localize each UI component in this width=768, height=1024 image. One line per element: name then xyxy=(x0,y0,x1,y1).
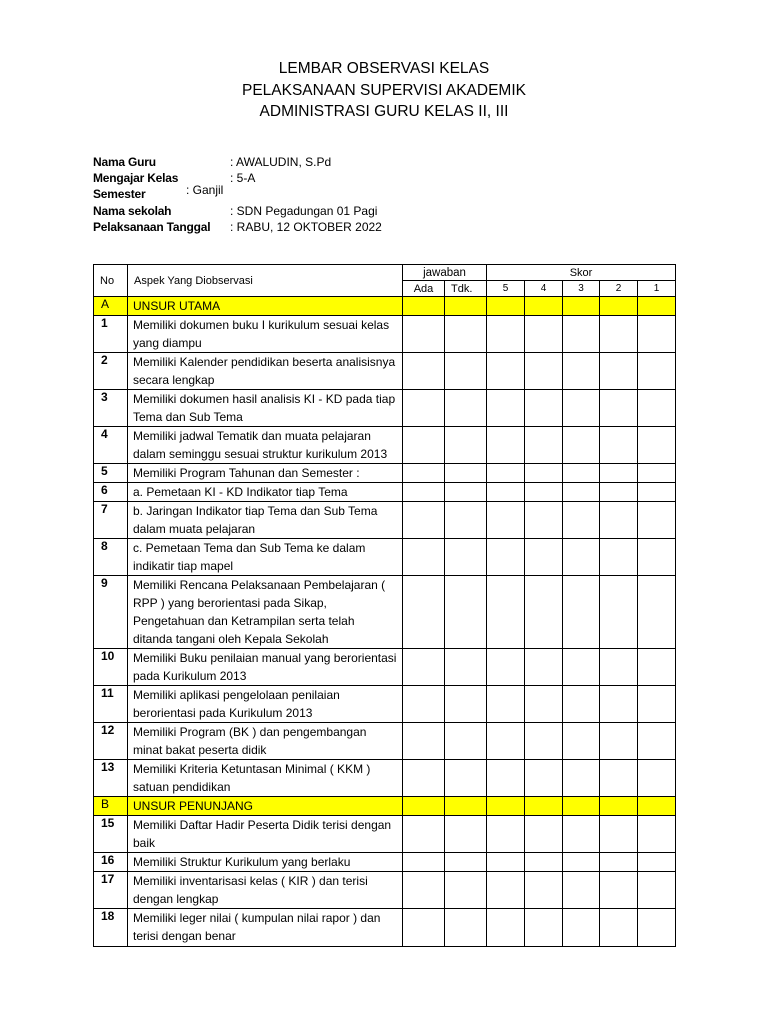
tdk-cell[interactable] xyxy=(445,797,487,816)
score-4-cell[interactable] xyxy=(525,797,563,816)
score-1-cell[interactable] xyxy=(638,483,676,502)
tdk-cell[interactable] xyxy=(445,576,487,649)
score-5-cell[interactable] xyxy=(487,760,525,797)
score-2-cell[interactable] xyxy=(600,853,638,872)
observation-table xyxy=(93,264,676,947)
aspect-text: Memiliki Rencana Pelaksanaan Pembelajaran ( RPP ) yang berorientasi pada Sikap, Pengetahuan dan Ketrampilan serta telah ditanda tangani oleh Kepala Sekolah xyxy=(128,576,403,649)
row-number: 10 xyxy=(94,649,128,686)
section-row xyxy=(94,297,676,316)
table-row xyxy=(94,853,676,872)
table-row xyxy=(94,353,676,390)
tdk-cell[interactable] xyxy=(445,686,487,723)
ada-cell[interactable] xyxy=(403,483,445,502)
row-number: 16 xyxy=(94,853,128,872)
table-row xyxy=(94,483,676,502)
score-4-cell[interactable] xyxy=(525,316,563,353)
score-2-cell[interactable] xyxy=(600,464,638,483)
score-5-cell[interactable] xyxy=(487,872,525,909)
score-3-cell[interactable] xyxy=(563,853,600,872)
score-2-cell[interactable] xyxy=(600,872,638,909)
aspect-text: Memiliki Program Tahunan dan Semester : xyxy=(128,464,403,483)
table-row xyxy=(94,686,676,723)
score-5-cell[interactable] xyxy=(487,297,525,316)
row-number: 9 xyxy=(94,576,128,649)
score-5-cell[interactable] xyxy=(487,390,525,427)
score-5-cell[interactable] xyxy=(487,502,525,539)
score-5-cell[interactable] xyxy=(487,353,525,390)
ada-cell[interactable] xyxy=(403,723,445,760)
score-3-cell[interactable] xyxy=(563,464,600,483)
aspect-text: Memiliki inventarisasi kelas ( KIR ) dan terisi dengan lengkap xyxy=(128,872,403,909)
title-line-2: PELAKSANAAN SUPERVISI AKADEMIK xyxy=(242,81,526,99)
tdk-cell[interactable] xyxy=(445,390,487,427)
score-1-cell[interactable] xyxy=(638,723,676,760)
score-1-cell[interactable] xyxy=(638,649,676,686)
score-4-cell[interactable] xyxy=(525,853,563,872)
title-line-1: LEMBAR OBSERVASI KELAS xyxy=(278,60,490,77)
tdk-cell[interactable] xyxy=(445,816,487,853)
info-value: : SDN Pegadungan 01 Pagi xyxy=(230,203,378,218)
header-score-4: 4 xyxy=(525,281,563,297)
row-number: 6 xyxy=(94,483,128,502)
score-3-cell[interactable] xyxy=(563,297,600,316)
tdk-cell[interactable] xyxy=(445,539,487,576)
ada-cell[interactable] xyxy=(403,427,445,464)
score-1-cell[interactable] xyxy=(638,297,676,316)
tdk-cell[interactable] xyxy=(445,649,487,686)
score-4-cell[interactable] xyxy=(525,427,563,464)
score-4-cell[interactable] xyxy=(525,816,563,853)
score-4-cell[interactable] xyxy=(525,576,563,649)
table-row xyxy=(94,390,676,427)
header-score-1: 1 xyxy=(638,281,676,297)
score-5-cell[interactable] xyxy=(487,539,525,576)
score-3-cell[interactable] xyxy=(563,872,600,909)
score-4-cell[interactable] xyxy=(525,464,563,483)
tdk-cell[interactable] xyxy=(445,316,487,353)
score-5-cell[interactable] xyxy=(487,686,525,723)
ada-cell[interactable] xyxy=(403,853,445,872)
tdk-cell[interactable] xyxy=(445,760,487,797)
section-title: UNSUR PENUNJANG xyxy=(128,797,403,816)
table-row xyxy=(94,909,676,947)
score-4-cell[interactable] xyxy=(525,502,563,539)
score-1-cell[interactable] xyxy=(638,853,676,872)
score-2-cell[interactable] xyxy=(600,816,638,853)
header-score-5: 5 xyxy=(487,281,525,297)
table-row xyxy=(94,427,676,464)
ada-cell[interactable] xyxy=(403,316,445,353)
score-1-cell[interactable] xyxy=(638,872,676,909)
score-3-cell[interactable] xyxy=(563,427,600,464)
info-value: : RABU, 12 OKTOBER 2022 xyxy=(230,219,382,234)
info-label: Nama Guru xyxy=(93,155,156,169)
score-2-cell[interactable] xyxy=(600,909,638,947)
table-row xyxy=(94,316,676,353)
header-score-3: 3 xyxy=(563,281,600,297)
score-1-cell[interactable] xyxy=(638,390,676,427)
tdk-cell[interactable] xyxy=(445,427,487,464)
score-1-cell[interactable] xyxy=(638,502,676,539)
table-row xyxy=(94,760,676,797)
score-5-cell[interactable] xyxy=(487,816,525,853)
score-3-cell[interactable] xyxy=(563,539,600,576)
score-1-cell[interactable] xyxy=(638,909,676,947)
row-number: 5 xyxy=(94,464,128,483)
score-3-cell[interactable] xyxy=(563,576,600,649)
ada-cell[interactable] xyxy=(403,760,445,797)
tdk-cell[interactable] xyxy=(445,909,487,947)
score-5-cell[interactable] xyxy=(487,316,525,353)
tdk-cell[interactable] xyxy=(445,872,487,909)
score-2-cell[interactable] xyxy=(600,297,638,316)
aspect-text: Memiliki jadwal Tematik dan muata pelajaran dalam seminggu sesuai struktur kurikulum 2013 xyxy=(128,427,403,464)
ada-cell[interactable] xyxy=(403,539,445,576)
score-2-cell[interactable] xyxy=(600,760,638,797)
score-2-cell[interactable] xyxy=(600,723,638,760)
ada-cell[interactable] xyxy=(403,797,445,816)
score-3-cell[interactable] xyxy=(563,649,600,686)
row-number: 7 xyxy=(94,502,128,539)
score-3-cell[interactable] xyxy=(563,686,600,723)
aspect-text: a. Pemetaan KI - KD Indikator tiap Tema xyxy=(128,483,403,502)
table-row xyxy=(94,464,676,483)
tdk-cell[interactable] xyxy=(445,353,487,390)
header-no: No xyxy=(94,265,128,297)
table-row xyxy=(94,872,676,909)
tdk-cell[interactable] xyxy=(445,502,487,539)
aspect-text: Memiliki dokumen buku I kurikulum sesuai kelas yang diampu xyxy=(128,316,403,353)
score-2-cell[interactable] xyxy=(600,483,638,502)
aspect-text: Memiliki Kriteria Ketuntasan Minimal ( KKM ) satuan pendidikan xyxy=(128,760,403,797)
document-titles xyxy=(0,58,768,123)
score-4-cell[interactable] xyxy=(525,760,563,797)
score-5-cell[interactable] xyxy=(487,797,525,816)
header-score-2: 2 xyxy=(600,281,638,297)
row-number: 11 xyxy=(94,686,128,723)
score-1-cell[interactable] xyxy=(638,797,676,816)
tdk-cell[interactable] xyxy=(445,853,487,872)
info-label: Pelaksanaan Tanggal xyxy=(93,219,211,234)
ada-cell[interactable] xyxy=(403,576,445,649)
header-ada: Ada xyxy=(403,281,445,297)
score-2-cell[interactable] xyxy=(600,390,638,427)
aspect-text: b. Jaringan Indikator tiap Tema dan Sub Tema dalam muata pelajaran xyxy=(128,502,403,539)
row-number: 8 xyxy=(94,539,128,576)
score-5-cell[interactable] xyxy=(487,464,525,483)
aspect-text: Memiliki Struktur Kurikulum yang berlaku xyxy=(128,853,403,872)
ada-cell[interactable] xyxy=(403,872,445,909)
ada-cell[interactable] xyxy=(403,297,445,316)
info-label: Nama sekolah xyxy=(93,203,172,218)
info-value: : AWALUDIN, S.Pd xyxy=(230,155,332,169)
row-number: 13 xyxy=(94,760,128,797)
ada-cell[interactable] xyxy=(403,502,445,539)
aspect-text: Memiliki aplikasi pengelolaan penilaian berorientasi pada Kurikulum 2013 xyxy=(128,686,403,723)
row-number: 3 xyxy=(94,390,128,427)
score-4-cell[interactable] xyxy=(525,909,563,947)
info-value: : Ganjil xyxy=(186,183,224,198)
aspect-text: Memiliki leger nilai ( kumpulan nilai rapor ) dan terisi dengan benar xyxy=(128,909,403,947)
row-number: 15 xyxy=(94,816,128,853)
aspect-text: Memiliki Kalender pendidikan beserta analisisnya secara lengkap xyxy=(128,353,403,390)
tdk-cell[interactable] xyxy=(445,464,487,483)
ada-cell[interactable] xyxy=(403,686,445,723)
table-row xyxy=(94,649,676,686)
score-2-cell[interactable] xyxy=(600,427,638,464)
score-4-cell[interactable] xyxy=(525,353,563,390)
aspect-text: Memiliki Daftar Hadir Peserta Didik terisi dengan baik xyxy=(128,816,403,853)
score-1-cell[interactable] xyxy=(638,539,676,576)
score-1-cell[interactable] xyxy=(638,464,676,483)
info-label: Semester xyxy=(93,187,146,202)
row-number: 17 xyxy=(94,872,128,909)
score-4-cell[interactable] xyxy=(525,723,563,760)
score-1-cell[interactable] xyxy=(638,353,676,390)
score-5-cell[interactable] xyxy=(487,723,525,760)
row-number: A xyxy=(94,297,128,316)
table-row xyxy=(94,502,676,539)
row-number: B xyxy=(94,797,128,816)
row-number: 4 xyxy=(94,427,128,464)
aspect-text: Memiliki dokumen hasil analisis KI - KD pada tiap Tema dan Sub Tema xyxy=(128,390,403,427)
score-4-cell[interactable] xyxy=(525,539,563,576)
info-label: Mengajar Kelas xyxy=(93,171,179,186)
aspect-text: Memiliki Buku penilaian manual yang berorientasi pada Kurikulum 2013 xyxy=(128,649,403,686)
ada-cell[interactable] xyxy=(403,353,445,390)
table-row xyxy=(94,576,676,649)
score-5-cell[interactable] xyxy=(487,576,525,649)
score-4-cell[interactable] xyxy=(525,297,563,316)
row-number: 18 xyxy=(94,909,128,947)
title-line-3: ADMINISTRASI GURU KELAS II, III xyxy=(259,103,509,120)
score-1-cell[interactable] xyxy=(638,816,676,853)
score-5-cell[interactable] xyxy=(487,909,525,947)
score-2-cell[interactable] xyxy=(600,797,638,816)
score-2-cell[interactable] xyxy=(600,316,638,353)
score-1-cell[interactable] xyxy=(638,576,676,649)
score-3-cell[interactable] xyxy=(563,390,600,427)
table-row xyxy=(94,723,676,760)
ada-cell[interactable] xyxy=(403,909,445,947)
score-3-cell[interactable] xyxy=(563,909,600,947)
header-skor: Skor xyxy=(487,265,676,281)
score-5-cell[interactable] xyxy=(487,427,525,464)
score-3-cell[interactable] xyxy=(563,797,600,816)
score-3-cell[interactable] xyxy=(563,760,600,797)
header-tdk: Tdk. xyxy=(445,281,487,297)
aspect-text: c. Pemetaan Tema dan Sub Tema ke dalam indikatir tiap mapel xyxy=(128,539,403,576)
row-number: 1 xyxy=(94,316,128,353)
section-row xyxy=(94,797,676,816)
header-aspect: Aspek Yang Diobservasi xyxy=(128,265,403,297)
score-2-cell[interactable] xyxy=(600,686,638,723)
score-3-cell[interactable] xyxy=(563,502,600,539)
score-4-cell[interactable] xyxy=(525,649,563,686)
table-body xyxy=(94,297,676,947)
score-3-cell[interactable] xyxy=(563,353,600,390)
ada-cell[interactable] xyxy=(403,464,445,483)
row-number: 12 xyxy=(94,723,128,760)
score-3-cell[interactable] xyxy=(563,816,600,853)
score-1-cell[interactable] xyxy=(638,316,676,353)
info-value: : 5-A xyxy=(230,171,256,186)
tdk-cell[interactable] xyxy=(445,723,487,760)
score-1-cell[interactable] xyxy=(638,686,676,723)
aspect-text: Memiliki Program (BK ) dan pengembangan minat bakat peserta didik xyxy=(128,723,403,760)
score-5-cell[interactable] xyxy=(487,483,525,502)
score-5-cell[interactable] xyxy=(487,853,525,872)
score-2-cell[interactable] xyxy=(600,576,638,649)
score-2-cell[interactable] xyxy=(600,539,638,576)
score-3-cell[interactable] xyxy=(563,723,600,760)
tdk-cell[interactable] xyxy=(445,297,487,316)
header-jawaban: jawaban xyxy=(403,265,487,281)
score-2-cell[interactable] xyxy=(600,502,638,539)
ada-cell[interactable] xyxy=(403,649,445,686)
tdk-cell[interactable] xyxy=(445,483,487,502)
score-2-cell[interactable] xyxy=(600,649,638,686)
score-1-cell[interactable] xyxy=(638,760,676,797)
ada-cell[interactable] xyxy=(403,390,445,427)
score-3-cell[interactable] xyxy=(563,316,600,353)
score-3-cell[interactable] xyxy=(563,483,600,502)
section-title: UNSUR UTAMA xyxy=(128,297,403,316)
score-2-cell[interactable] xyxy=(600,353,638,390)
score-4-cell[interactable] xyxy=(525,872,563,909)
score-4-cell[interactable] xyxy=(525,686,563,723)
score-4-cell[interactable] xyxy=(525,483,563,502)
ada-cell[interactable] xyxy=(403,816,445,853)
row-number: 2 xyxy=(94,353,128,390)
table-row xyxy=(94,816,676,853)
score-5-cell[interactable] xyxy=(487,649,525,686)
score-4-cell[interactable] xyxy=(525,390,563,427)
table-row xyxy=(94,539,676,576)
score-1-cell[interactable] xyxy=(638,427,676,464)
